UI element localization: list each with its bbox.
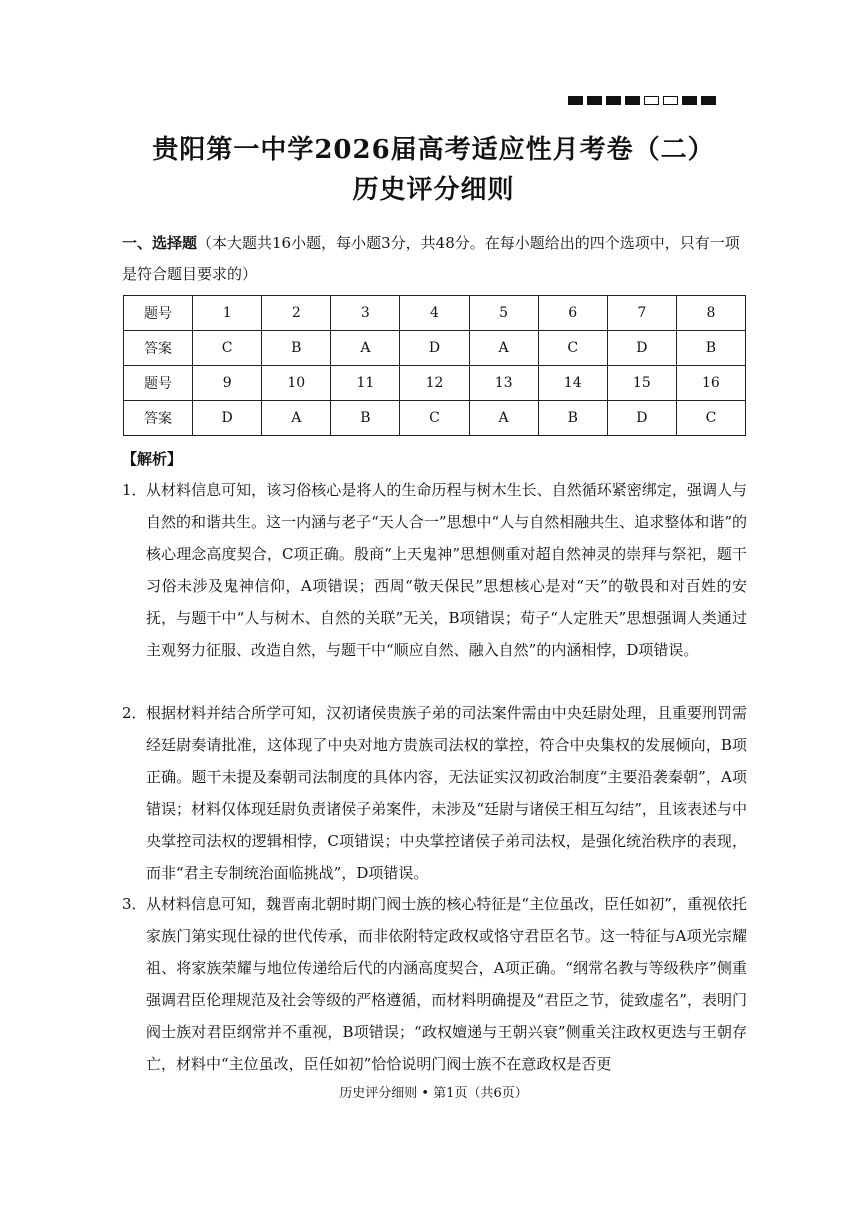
header-mark bbox=[682, 96, 697, 105]
table-cell: D bbox=[607, 401, 676, 436]
table-cell: 9 bbox=[193, 366, 262, 401]
analysis-item-3 bbox=[122, 888, 747, 1080]
table-row bbox=[124, 401, 746, 436]
analysis-item-1 bbox=[122, 474, 747, 666]
header-mark bbox=[663, 96, 678, 105]
table-cell: A bbox=[469, 331, 538, 366]
header-mark bbox=[625, 96, 640, 105]
table-cell: 1 bbox=[193, 296, 262, 331]
header-mark bbox=[568, 96, 583, 105]
row-header-cell: 题号 bbox=[124, 296, 193, 331]
item-number: 3． bbox=[122, 895, 147, 913]
row-header-cell: 题号 bbox=[124, 366, 193, 401]
header-mark bbox=[701, 96, 716, 105]
item-number: 2． bbox=[122, 704, 147, 722]
header-mark bbox=[587, 96, 602, 105]
table-cell: D bbox=[193, 401, 262, 436]
header-mark bbox=[606, 96, 621, 105]
table-cell: 2 bbox=[262, 296, 331, 331]
table-cell: D bbox=[607, 331, 676, 366]
table-cell: D bbox=[400, 331, 469, 366]
header-mark bbox=[644, 96, 659, 105]
item-text: 从材料信息可知，该习俗核心是将人的生命历程与树木生长、自然循环紧密绑定，强调人与自然的和谐共生。这一内涵与老子“天人合一”思想中“人与自然相融共生、追求整体和谐”的核心理念高度契合，C项正确。殷商“上天鬼神”思想侧重对超自然神灵的崇拜与祭祀，题干习俗未涉及鬼神信仰，A项错误；西周“敬天保民”思想核心是对“天”的敬畏和对百姓的安抚，与题干中“人与树木、自然的关联”无关，B项错误；荀子“人定胜天”思想强调人类通过主观努力征服、改造自然，与题干中“顺应自然、融入自然”的内涵相悖，D项错误。 bbox=[146, 481, 747, 659]
table-cell: 3 bbox=[331, 296, 400, 331]
table-cell: B bbox=[331, 401, 400, 436]
table-cell: C bbox=[400, 401, 469, 436]
table-cell: C bbox=[193, 331, 262, 366]
table-cell: 5 bbox=[469, 296, 538, 331]
section-lead: 一、选择题 bbox=[122, 234, 198, 252]
table-cell: 12 bbox=[400, 366, 469, 401]
table-cell: 13 bbox=[469, 366, 538, 401]
table-row bbox=[124, 296, 746, 331]
table-row bbox=[124, 331, 746, 366]
table-cell: C bbox=[538, 331, 607, 366]
analysis-heading: 【解析】 bbox=[122, 450, 183, 468]
section-desc: （本大题共16小题，每小题3分，共48分。在每小题给出的四个选项中，只有一项是符合题目要求的） bbox=[122, 234, 740, 283]
table-cell: A bbox=[262, 401, 331, 436]
table-cell: 15 bbox=[607, 366, 676, 401]
page-footer: 历史评分细则 • 第1页（共6页） bbox=[339, 1086, 528, 1101]
table-cell: A bbox=[331, 331, 400, 366]
table-row bbox=[124, 366, 746, 401]
table-cell: B bbox=[676, 331, 745, 366]
table-cell: 6 bbox=[538, 296, 607, 331]
table-cell: 10 bbox=[262, 366, 331, 401]
table-cell: B bbox=[262, 331, 331, 366]
item-text: 根据材料并结合所学可知，汉初诸侯贵族子弟的司法案件需由中央廷尉处理，且重要刑罚需经廷尉奏请批准，这体现了中央对地方贵族司法权的掌控，符合中央集权的发展倾向，B项正确。题干未提及秦朝司法制度的具体内容，无法证实汉初政治制度“主要沿袭秦朝”，A项错误；材料仅体现廷尉负责诸侯子弟案件，未涉及“廷尉与诸侯王相互勾结”，且该表述与中央掌控司法权的逻辑相悖，C项错误；中央掌控诸侯子弟司法权，是强化统治秩序的表现，而非“君主专制统治面临挑战”，D项错误。 bbox=[146, 704, 747, 882]
table-cell: B bbox=[538, 401, 607, 436]
table-cell: 8 bbox=[676, 296, 745, 331]
section-choice-intro bbox=[122, 228, 747, 290]
table-cell: 11 bbox=[331, 366, 400, 401]
item-number: 1． bbox=[122, 481, 147, 499]
table-cell: 7 bbox=[607, 296, 676, 331]
page-subtitle: 历史评分细则 bbox=[352, 175, 515, 205]
table-cell: 4 bbox=[400, 296, 469, 331]
table-cell: 16 bbox=[676, 366, 745, 401]
header-marks bbox=[568, 96, 716, 105]
row-header-cell: 答案 bbox=[124, 331, 193, 366]
table-cell: A bbox=[469, 401, 538, 436]
table-cell: 14 bbox=[538, 366, 607, 401]
table-cell: C bbox=[676, 401, 745, 436]
answer-table bbox=[123, 295, 746, 436]
row-header-cell: 答案 bbox=[124, 401, 193, 436]
item-text: 从材料信息可知，魏晋南北朝时期门阀士族的核心特征是“主位虽改，臣任如初”，重视依托家族门第实现仕禄的世代传承，而非依附特定政权或恪守君臣名节。这一特征与A项光宗耀祖、将家族荣耀与地位传递给后代的内涵高度契合，A项正确。“纲常名教与等级秩序”侧重强调君臣伦理规范及社会等级的严格遵循，而材料明确提及“君臣之节，徒致虚名”，表明门阀士族对君臣纲常并不重视，B项错误；“政权嬗递与王朝兴衰”侧重关注政权更迭与王朝存亡，材料中“主位虽改，臣任如初”恰恰说明门阀士族不在意政权是否更 bbox=[146, 895, 747, 1073]
page-title: 贵阳第一中学2026届高考适应性月考卷（二） bbox=[152, 135, 715, 165]
analysis-item-2 bbox=[122, 697, 747, 889]
